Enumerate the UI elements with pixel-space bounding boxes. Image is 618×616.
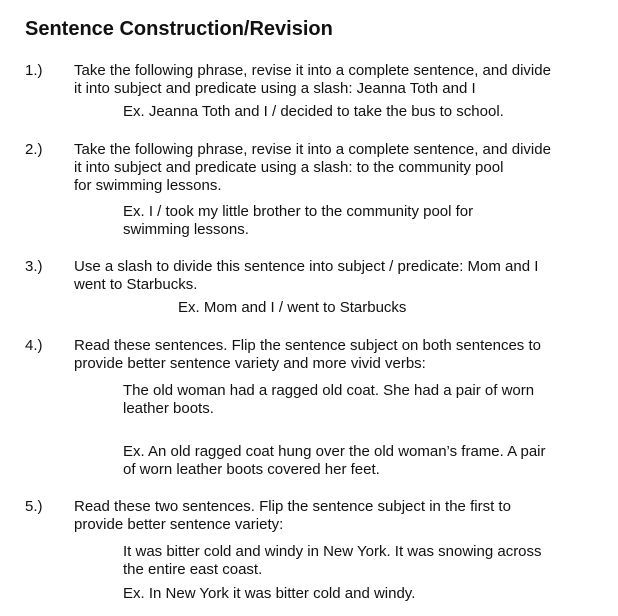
example-line: Ex. Jeanna Toth and I / decided to take the bus to school.: [123, 103, 504, 120]
item-number: 2.): [25, 141, 43, 158]
item-number: 3.): [25, 258, 43, 275]
given-line: the entire east coast.: [123, 561, 263, 578]
item-instruction: [74, 141, 614, 195]
item-instruction: [74, 62, 614, 98]
item-example: [123, 443, 603, 479]
instruction-line: provide better sentence variety and more vivid verbs:: [74, 355, 426, 372]
instruction-line: Read these two sentences. Flip the sentence subject in the first to: [74, 498, 511, 515]
instruction-line: Use a slash to divide this sentence into subject / predicate: Mom and I: [74, 258, 539, 275]
item-instruction: [74, 498, 614, 534]
item-instruction: [74, 337, 614, 373]
example-line: of worn leather boots covered her feet.: [123, 461, 380, 478]
given-line: The old woman had a ragged old coat. She had a pair of worn: [123, 382, 535, 399]
instruction-line: it into subject and predicate using a slash: to the community pool: [74, 159, 504, 176]
instruction-line: Read these sentences. Flip the sentence subject on both sentences to: [74, 337, 541, 354]
item-number: 1.): [25, 62, 43, 79]
instruction-line: Take the following phrase, revise it into a complete sentence, and divide: [74, 62, 551, 79]
example-line: Ex. Mom and I / went to Starbucks: [178, 299, 407, 316]
item-number: 5.): [25, 498, 43, 515]
item-example: [123, 585, 603, 603]
item-example: [178, 299, 618, 317]
item-given-sentences: [123, 543, 603, 579]
given-line: leather boots.: [123, 400, 214, 417]
example-line: Ex. An old ragged coat hung over the old woman’s frame. A pair: [123, 443, 546, 460]
instruction-line: went to Starbucks.: [74, 276, 198, 293]
instruction-line: provide better sentence variety:: [74, 516, 284, 533]
example-line: Ex. I / took my little brother to the community pool for: [123, 203, 474, 220]
item-example: [123, 203, 603, 239]
instruction-line: for swimming lessons.: [74, 177, 222, 194]
instruction-line: Take the following phrase, revise it into a complete sentence, and divide: [74, 141, 551, 158]
item-example: [123, 103, 603, 121]
document-title: Sentence Construction/Revision: [25, 18, 333, 40]
item-instruction: [74, 258, 614, 294]
example-line: swimming lessons.: [123, 221, 249, 238]
item-given-sentences: [123, 382, 603, 418]
given-line: It was bitter cold and windy in New York. It was snowing across: [123, 543, 542, 560]
item-number: 4.): [25, 337, 43, 354]
example-line: Ex. In New York it was bitter cold and windy.: [123, 585, 416, 602]
instruction-line: it into subject and predicate using a slash: Jeanna Toth and I: [74, 80, 476, 97]
